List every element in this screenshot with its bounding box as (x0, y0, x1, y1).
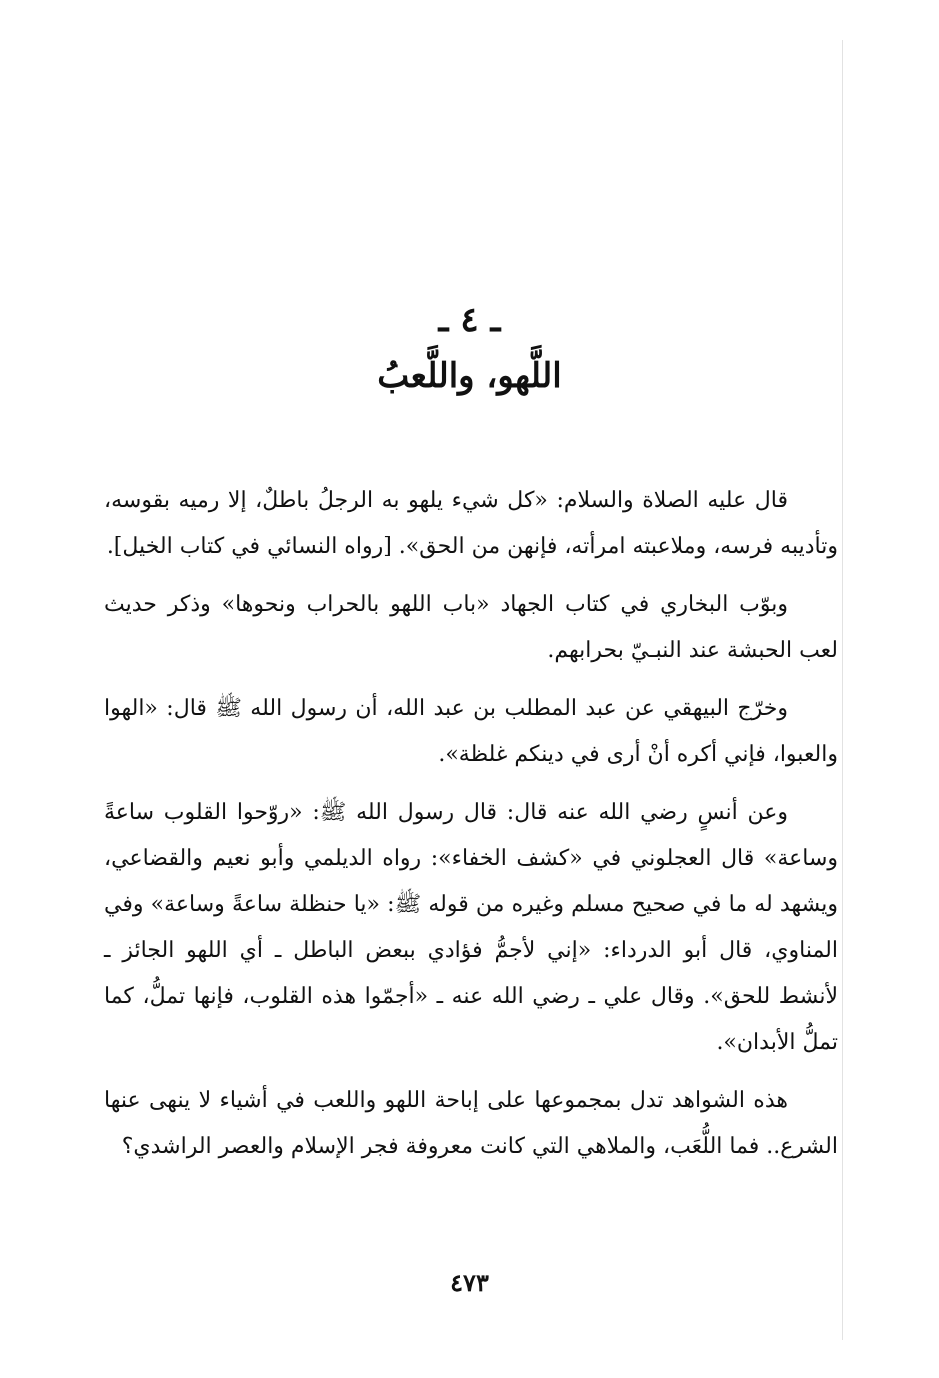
paragraph-2: وبوّب البخاري في كتاب الجهاد «باب اللهو بالحراب ونحوها» وذكر حديث لعب الحبشة عند النبـيّ بحرابهم. (104, 592, 838, 663)
paragraph-4: وعن أنسٍ رضي الله عنه قال: قال رسول الله ﷺ: «روّحوا القلوب ساعةً وساعة» قال العجلوني في «كشف الخفاء»: رواه الديلمي وأبو نعيم والقضاعي، ويشهد له ما في صحيح مسلم وغيره من قوله ﷺ: «يا حنظلة ساعةً وساعة» وفي المناوي، قال أبو الدرداء: «إني لأجمُّ فؤادي ببعض الباطل ـ أي اللهو الجائز ـ لأنشط للحق». وقال علي ـ رضي الله عنه ـ «أجمّوا هذه القلوب، فإنها تملُّ، كما تملُّ الأبدان». (104, 800, 838, 1055)
paragraph-5: هذه الشواهد تدل بمجموعها على إباحة اللهو واللعب في أشياء لا ينهى عنها الشرع.. فما اللُّعَب، والملاهي التي كانت معروفة فجر الإسلام والعصر الراشدي؟ (104, 1088, 838, 1159)
paragraph-1: قال عليه الصلاة والسلام: «كل شيء يلهو به الرجلُ باطلٌ، إلا رميه بقوسه، وتأديبه فرسه، وملاعبته امرأته، فإنهن من الحق». [رواه النسائي في كتاب الخيل]. (104, 488, 838, 559)
body-text (104, 478, 838, 1182)
paragraph-3: وخرّج البيهقي عن عبد المطلب بن عبد الله، أن رسول الله ﷺ قال: «الهوا والعبوا، فإني أكره أنْ أرى في دينكم غلظة». (104, 696, 838, 767)
chapter-number: ـ ٤ ـ (438, 300, 501, 340)
chapter-title: اللَّهو، واللَّعبُ (377, 356, 562, 396)
page-number: ٤٧٣ (450, 1268, 489, 1297)
page-edge-line (842, 40, 843, 1340)
